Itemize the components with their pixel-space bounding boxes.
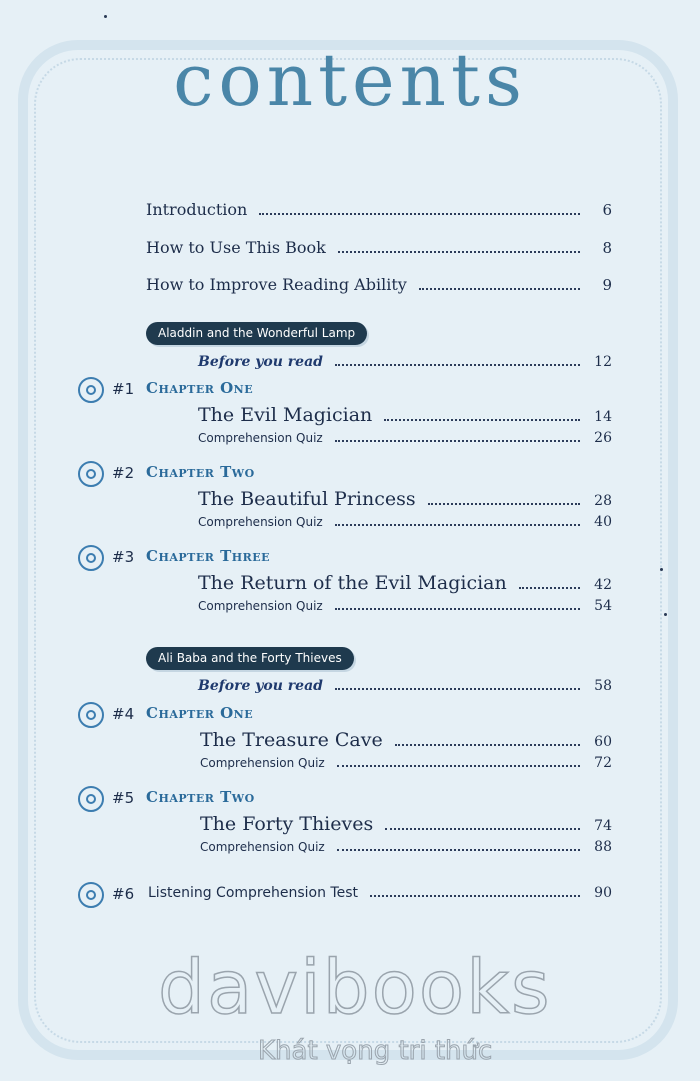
toc-entry-chapter-title[interactable] — [198, 404, 612, 426]
toc-entry-page: 6 — [602, 201, 612, 219]
leader-dots — [335, 364, 580, 366]
speck — [664, 613, 667, 616]
toc-entry-label: How to Improve Reading Ability — [146, 275, 407, 294]
leader-dots — [419, 288, 580, 290]
toc-entry-page: 90 — [594, 885, 612, 901]
speck — [104, 15, 107, 18]
leader-dots — [519, 587, 580, 589]
chapter-heading: Chapter Three — [146, 547, 271, 565]
story-banner-aladdin: Aladdin and the Wonderful Lamp — [146, 322, 367, 345]
toc-entry-page: 60 — [594, 734, 612, 750]
leader-dots — [337, 849, 580, 851]
leader-dots — [335, 524, 580, 526]
leader-dots — [335, 608, 580, 610]
toc-entry-listening-test[interactable] — [148, 885, 612, 901]
toc-entry-page: 88 — [594, 839, 612, 855]
toc-entry-label: Comprehension Quiz — [198, 431, 323, 445]
chapter-heading: Chapter One — [146, 379, 254, 397]
toc-entry-page: 26 — [594, 430, 612, 446]
leader-dots — [259, 213, 580, 215]
leader-dots — [370, 895, 580, 897]
leader-dots — [335, 440, 580, 442]
chapter-number: #1 — [112, 380, 135, 398]
toc-entry-how-to-use[interactable] — [146, 238, 612, 257]
leader-dots — [395, 744, 580, 746]
chapter-number: #5 — [112, 789, 135, 807]
toc-entry-label: The Forty Thieves — [200, 813, 374, 835]
toc-entry-page: 72 — [594, 755, 612, 771]
toc-entry-label: How to Use This Book — [146, 238, 326, 257]
disc-icon — [78, 545, 104, 571]
watermark-brand: davibooks — [158, 945, 552, 1031]
toc-entry-chapter-title[interactable] — [198, 488, 612, 510]
chapter-number: #3 — [112, 548, 135, 566]
leader-dots — [335, 688, 580, 690]
toc-entry-quiz[interactable] — [200, 839, 612, 855]
toc-entry-label: The Evil Magician — [198, 404, 373, 426]
toc-entry-page: 40 — [594, 514, 612, 530]
chapter-number: #6 — [112, 885, 135, 903]
toc-entry-label: Listening Comprehension Test — [148, 885, 358, 901]
leader-dots — [428, 503, 580, 505]
toc-entry-chapter-title[interactable] — [200, 813, 612, 835]
toc-entry-label: Introduction — [146, 200, 248, 219]
disc-icon — [78, 461, 104, 487]
toc-entry-quiz[interactable] — [200, 755, 612, 771]
toc-entry-label: Comprehension Quiz — [198, 515, 323, 529]
toc-entry-quiz[interactable] — [198, 514, 612, 530]
disc-icon — [78, 882, 104, 908]
toc-entry-page: 12 — [594, 354, 612, 370]
toc-entry-page: 74 — [594, 818, 612, 834]
toc-entry-page: 42 — [594, 577, 612, 593]
toc-entry-page: 9 — [602, 276, 612, 294]
toc-entry-label: Comprehension Quiz — [198, 599, 323, 613]
disc-icon — [78, 377, 104, 403]
disc-icon — [78, 786, 104, 812]
toc-entry-label: Comprehension Quiz — [200, 756, 325, 770]
story-banner-ali-baba: Ali Baba and the Forty Thieves — [146, 647, 354, 670]
toc-entry-label: The Treasure Cave — [200, 729, 383, 751]
leader-dots — [384, 419, 580, 421]
page-title: contents — [173, 38, 527, 122]
toc-entry-page: 8 — [602, 239, 612, 257]
toc-entry-chapter-title[interactable] — [200, 729, 612, 751]
leader-dots — [337, 765, 580, 767]
toc-entry-label: Before you read — [198, 678, 323, 694]
toc-entry-page: 58 — [594, 678, 612, 694]
leader-dots — [338, 251, 580, 253]
watermark-slogan: Khát vọng tri thức — [258, 1036, 493, 1066]
toc-entry-label: The Beautiful Princess — [198, 488, 416, 510]
toc-entry-page: 28 — [594, 493, 612, 509]
toc-entry-reading-ability[interactable] — [146, 275, 612, 294]
toc-entry-quiz[interactable] — [198, 430, 612, 446]
toc-entry-introduction[interactable] — [146, 200, 612, 219]
chapter-heading: Chapter Two — [146, 788, 255, 806]
toc-entry-quiz[interactable] — [198, 598, 612, 614]
toc-entry-before-you-read-2[interactable] — [198, 678, 612, 694]
chapter-number: #4 — [112, 705, 135, 723]
toc-entry-label: Comprehension Quiz — [200, 840, 325, 854]
chapter-number: #2 — [112, 464, 135, 482]
toc-entry-label: The Return of the Evil Magician — [198, 572, 507, 594]
toc-entry-label: Before you read — [198, 354, 323, 370]
chapter-heading: Chapter Two — [146, 463, 255, 481]
leader-dots — [385, 828, 580, 830]
disc-icon — [78, 702, 104, 728]
toc-entry-page: 14 — [594, 409, 612, 425]
chapter-heading: Chapter One — [146, 704, 254, 722]
speck — [660, 568, 663, 571]
toc-entry-page: 54 — [594, 598, 612, 614]
toc-entry-before-you-read-1[interactable] — [198, 354, 612, 370]
toc-entry-chapter-title[interactable] — [198, 572, 612, 594]
